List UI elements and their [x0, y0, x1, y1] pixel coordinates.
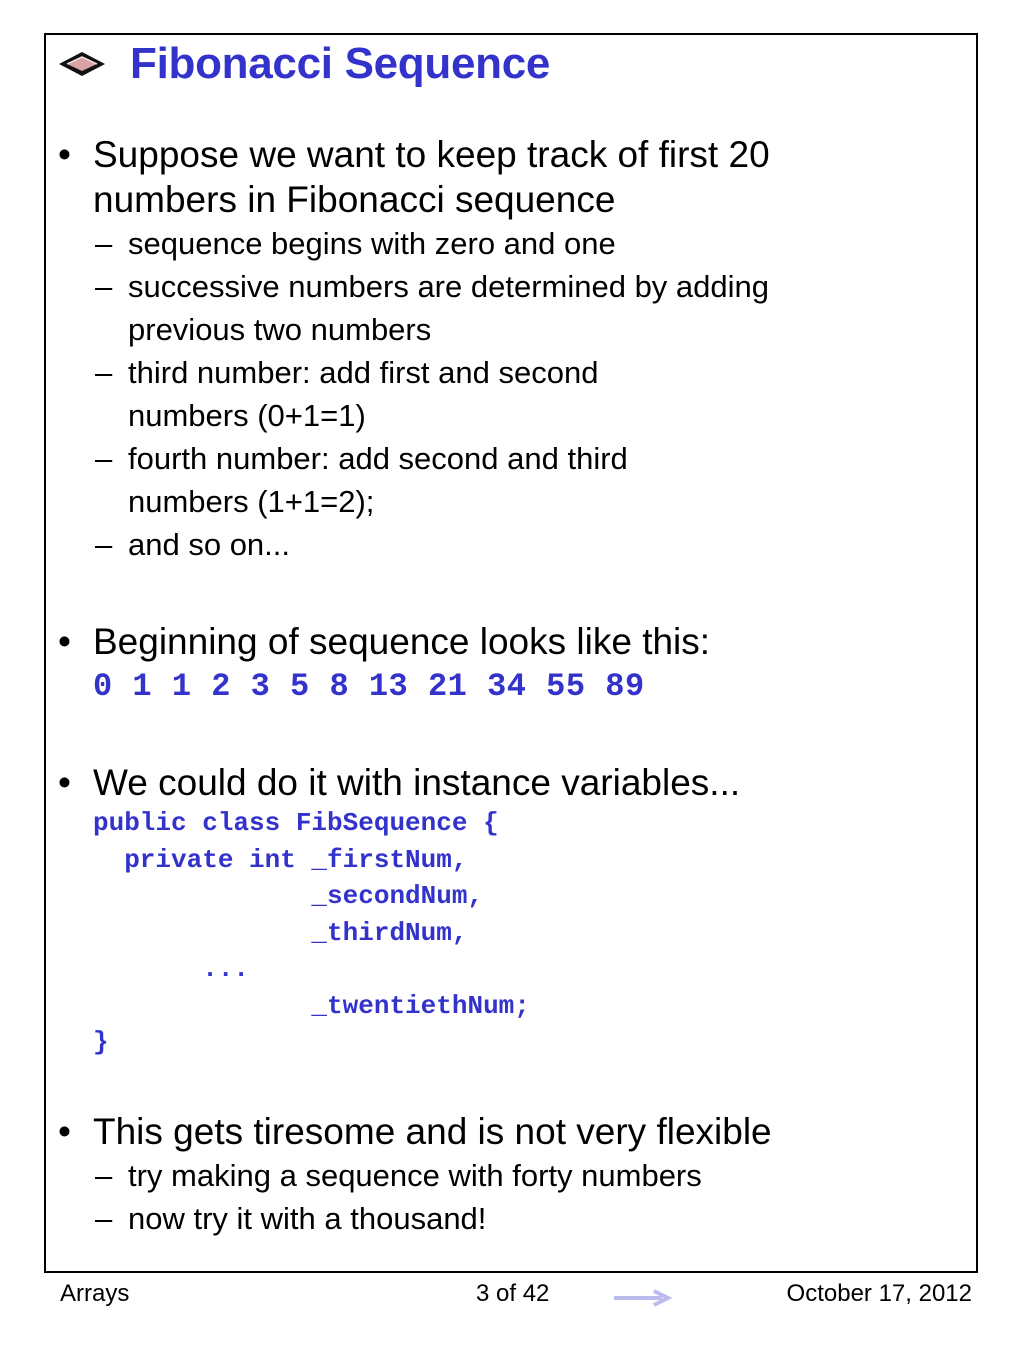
bullet-line: Beginning of sequence looks like this: [93, 621, 711, 662]
sub-bullet-line: sequence begins with zero and one [128, 226, 616, 261]
sub-bullet-line: third number: add first and second [128, 355, 599, 390]
sub-bullet [56, 523, 961, 566]
dash-mark: – [95, 527, 113, 562]
sub-bullet-line: and so on... [128, 527, 291, 562]
sub-bullet [56, 265, 961, 351]
title-row [56, 38, 550, 90]
bullet-sequence [56, 619, 961, 664]
code-line: ... [93, 954, 250, 984]
dash-mark: – [95, 226, 113, 261]
sub-bullet-line: fourth number: add second and third [128, 441, 628, 476]
sub-bullet-line: numbers (0+1=1) [128, 398, 366, 433]
slide-footer [0, 1280, 1024, 1314]
sub-bullet-line: successive numbers are determined by adding [128, 269, 770, 304]
slide-content [56, 132, 961, 1240]
bullet-instance-variables [56, 760, 961, 805]
dash-mark: – [95, 1200, 113, 1236]
bullet-line: We could do it with instance variables... [93, 762, 741, 803]
code-line: } [93, 1027, 109, 1057]
code-line: _thirdNum, [93, 917, 468, 948]
footer-date: October 17, 2012 [786, 1280, 972, 1307]
slide-title: Fibonacci Sequence [130, 39, 551, 88]
dash-mark: – [95, 441, 113, 476]
code-line: private int _firstNum, [93, 844, 468, 875]
diamond-bullet-icon [56, 49, 108, 79]
sub-bullet [56, 1197, 961, 1240]
sub-bullet [56, 222, 961, 265]
bullet-line: Suppose we want to keep track of first 20 [93, 134, 770, 175]
fibonacci-sequence-values: 0 1 1 2 3 5 8 13 21 34 55 89 [93, 668, 645, 705]
code-line: _secondNum, [93, 881, 484, 911]
sub-bullet-line: numbers (1+1=2); [128, 484, 375, 519]
sub-bullet [56, 1154, 961, 1197]
bullet-line: This gets tiresome and is not very flexible [93, 1110, 772, 1152]
code-line: _twentiethNum; [93, 990, 530, 1021]
bullet-mark: • [58, 621, 71, 662]
bullet-mark: • [58, 762, 71, 803]
sub-bullet-line: now try it with a thousand! [128, 1200, 487, 1236]
bullet-line: numbers in Fibonacci sequence [93, 179, 616, 220]
bullet-tiresome [56, 1109, 961, 1154]
code-block [56, 805, 961, 1061]
footer-section: Arrays [60, 1280, 130, 1307]
bullet-mark: • [58, 134, 71, 175]
sub-bullet-line: previous two numbers [128, 312, 432, 347]
sub-bullet-line: try making a sequence with forty numbers [128, 1157, 702, 1193]
dash-mark: – [95, 1157, 113, 1193]
bullet-mark: • [58, 1110, 71, 1152]
sub-bullet [56, 351, 961, 437]
footer-page-number: 3 of 42 [476, 1280, 550, 1307]
bullet-fibonacci-intro [56, 132, 961, 222]
code-line: public class FibSequence { [93, 808, 499, 838]
dash-mark: – [95, 269, 113, 304]
sub-bullet [56, 437, 961, 523]
right-arrow-icon[interactable] [612, 1287, 674, 1309]
dash-mark: – [95, 355, 113, 390]
